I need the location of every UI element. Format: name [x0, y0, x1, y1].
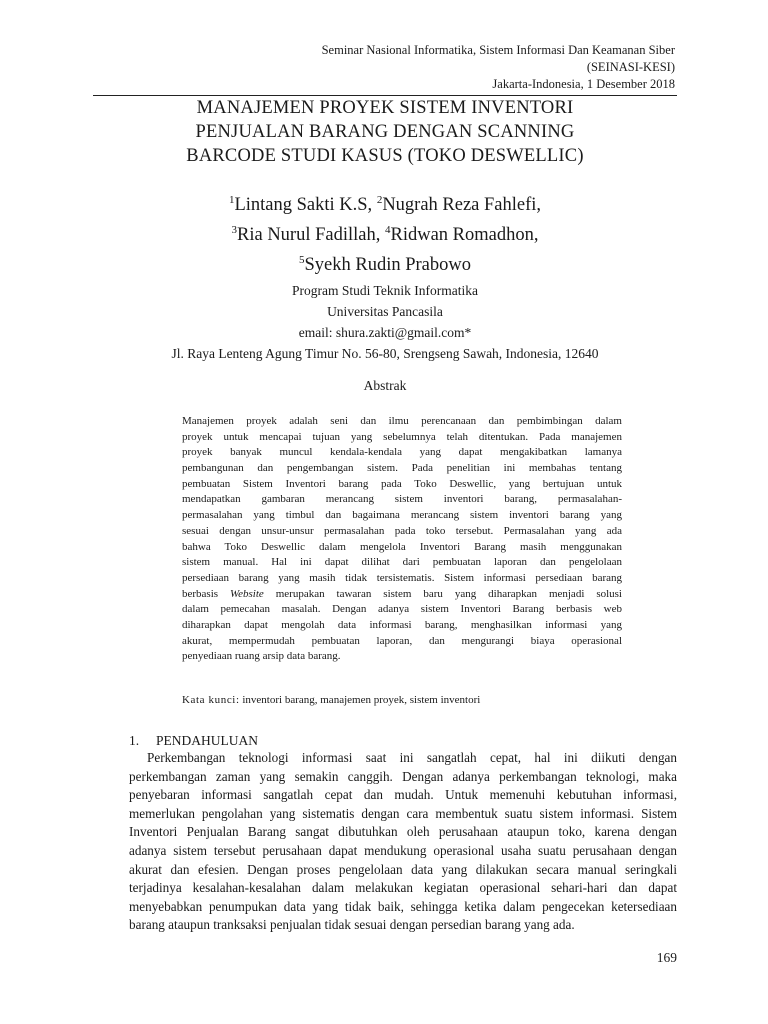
author-index: 5	[299, 254, 305, 266]
keywords-text: inventori barang, manajemen proyek, sistem inventori	[239, 694, 481, 706]
author-index: 2	[376, 194, 383, 206]
abstract-body	[182, 414, 622, 665]
abstract-line: persediaan barang yang masih tidak tersistematis. Sistem informasi persediaan barang	[182, 571, 622, 584]
abstract-text: merupakan tawaran sistem baru yang diharapkan menjadi solusi	[263, 587, 622, 600]
author-line	[93, 248, 677, 278]
abstract-line	[182, 587, 622, 603]
body-line: Perkembangan teknologi informasi saat ini sangatlah cepat, hal ini diikuti dengan	[147, 750, 677, 765]
title-line: BARCODE STUDI KASUS (TOKO DESWELLIC)	[186, 146, 584, 166]
author-name: Syekh Rudin Prabowo	[304, 255, 471, 275]
conference-header	[322, 42, 675, 93]
abstract-line: pembuatan Sistem Inventori barang pada Toko Deswellic, yang bertujuan untuk	[182, 477, 622, 490]
abstract-text: berbasis	[182, 587, 230, 600]
body-line: memerlukan pengolahan yang sistematis dengan cara membentuk suatu sistem informasi. Sistem	[129, 805, 677, 821]
author-line	[93, 188, 677, 218]
keywords	[182, 694, 622, 706]
abstract-line: sistem manual. Hal ini dapat dilihat dari pembuatan laporan dan pengelolaan	[182, 556, 622, 569]
author-name: Ria Nurul Fadillah,	[237, 225, 381, 245]
abstract-italic-term: Website	[229, 587, 264, 600]
affiliation-email: email: shura.zakti@gmail.com*	[298, 325, 472, 340]
page-number: 169	[656, 950, 677, 965]
body-line: akurat dan efesien. Dengan proses pengelolaan data yang dilakukan secara manual seringkali	[129, 861, 677, 877]
affiliation-address: Jl. Raya Lenteng Agung Timur No. 56-80, Srengseng Sawah, Indonesia, 12640	[171, 346, 599, 361]
abstract-line: penyediaan ruang arsip data barang.	[182, 650, 341, 663]
abstract-line: dalam pemecahan masalah. Dengan adanya sistem Inventori Barang berbasis web	[182, 603, 622, 616]
abstract-heading: Abstrak	[363, 378, 407, 393]
section-number: 1.	[129, 733, 140, 748]
body-line: menyebabkan penumpukan data yang tidak baik, sehingga ketika dalam pengecekan ketersediaan	[129, 898, 677, 914]
author-list	[93, 188, 677, 278]
keywords-label: Kata kunci:	[182, 694, 240, 706]
body-line: perkembangan zaman yang semakin canggih. Dengan adanya perkembangan teknologi, maka	[129, 768, 677, 784]
paper-title	[93, 96, 677, 168]
section-heading	[129, 733, 258, 749]
author-index: 4	[384, 224, 391, 236]
section-body	[129, 749, 677, 935]
author-name: Nugrah Reza Fahlefi,	[382, 195, 542, 215]
abstract-line: Manajemen proyek adalah seni dan ilmu perencanaan dan pembimbingan dalam	[182, 415, 622, 427]
affiliation-university: Universitas Pancasila	[327, 304, 443, 319]
abstract-line: pembangunan dan pengembangan sistem. Pada penelitian ini membahas tentang	[182, 462, 622, 475]
conference-location-date: Jakarta-Indonesia, 1 Desember 2018	[492, 77, 675, 91]
affiliation-block	[93, 280, 677, 364]
body-line: barang ataupun tranksaksi penjualan tidak sesuai dengan persedian barang yang ada.	[129, 917, 575, 933]
title-line: PENJUALAN BARANG DENGAN SCANNING	[195, 122, 575, 142]
body-line: penyebaran informasi sangatlah cepat dan mudah. Untuk memenuhi kebutuhan informasi,	[129, 787, 677, 803]
abstract-line: akurat, mempermudah pembuatan laporan, dan mengurangi biaya operasional	[182, 634, 622, 647]
abstract-line: proyek untuk mencapai tujuan yang sebelumnya telah ditentukan. Pada manajemen	[182, 430, 622, 443]
conference-name: Seminar Nasional Informatika, Sistem Informasi Dan Keamanan Siber	[321, 43, 675, 57]
abstract-line: mendapatkan gambaran merancang sistem inventori barang, permasalahan-	[182, 493, 622, 506]
abstract-line: diharapkan dapat mengolah data informasi barang, menghasilkan informasi yang	[182, 618, 622, 631]
section-title: PENDAHULUAN	[156, 733, 258, 748]
body-line: Inventori Penjualan Barang sangat dibutuhkan oleh perusahaan ataupun toko, karena dengan	[129, 824, 677, 840]
body-line: adanya sistem tersebut perusahaan dapat mendukung operasional usaha suatu perusahaan dengan	[129, 842, 677, 858]
author-line	[93, 218, 677, 248]
author-name: Ridwan Romadhon,	[390, 225, 539, 245]
abstract-line: proyek banyak muncul kendala-kendala yang dapat mengakibatkan lamanya	[182, 446, 622, 459]
author-name: Lintang Sakti K.S,	[234, 195, 373, 215]
abstract-line: permasalahan yang timbul dan bagaimana merancang sistem inventori barang yang	[182, 509, 622, 522]
abstract-line: bahwa Toko Deswellic dalam mengelola Inventori Barang masih menggunakan	[182, 540, 622, 553]
affiliation-program: Program Studi Teknik Informatika	[292, 283, 478, 298]
abstract-line: sesuai dengan unsur-unsur permasalahan pada toko tersebut. Permasalahan yang ada	[182, 524, 622, 537]
body-line: terjadinya kesalahan-kesalahan dalam melakukan kegiatan operasional sehari-hari dan dapat	[129, 880, 677, 896]
title-line: MANAJEMEN PROYEK SISTEM INVENTORI	[196, 98, 574, 118]
conference-acronym: (SEINASI-KESI)	[586, 60, 675, 74]
author-index: 3	[231, 224, 237, 236]
author-index: 1	[228, 194, 235, 206]
